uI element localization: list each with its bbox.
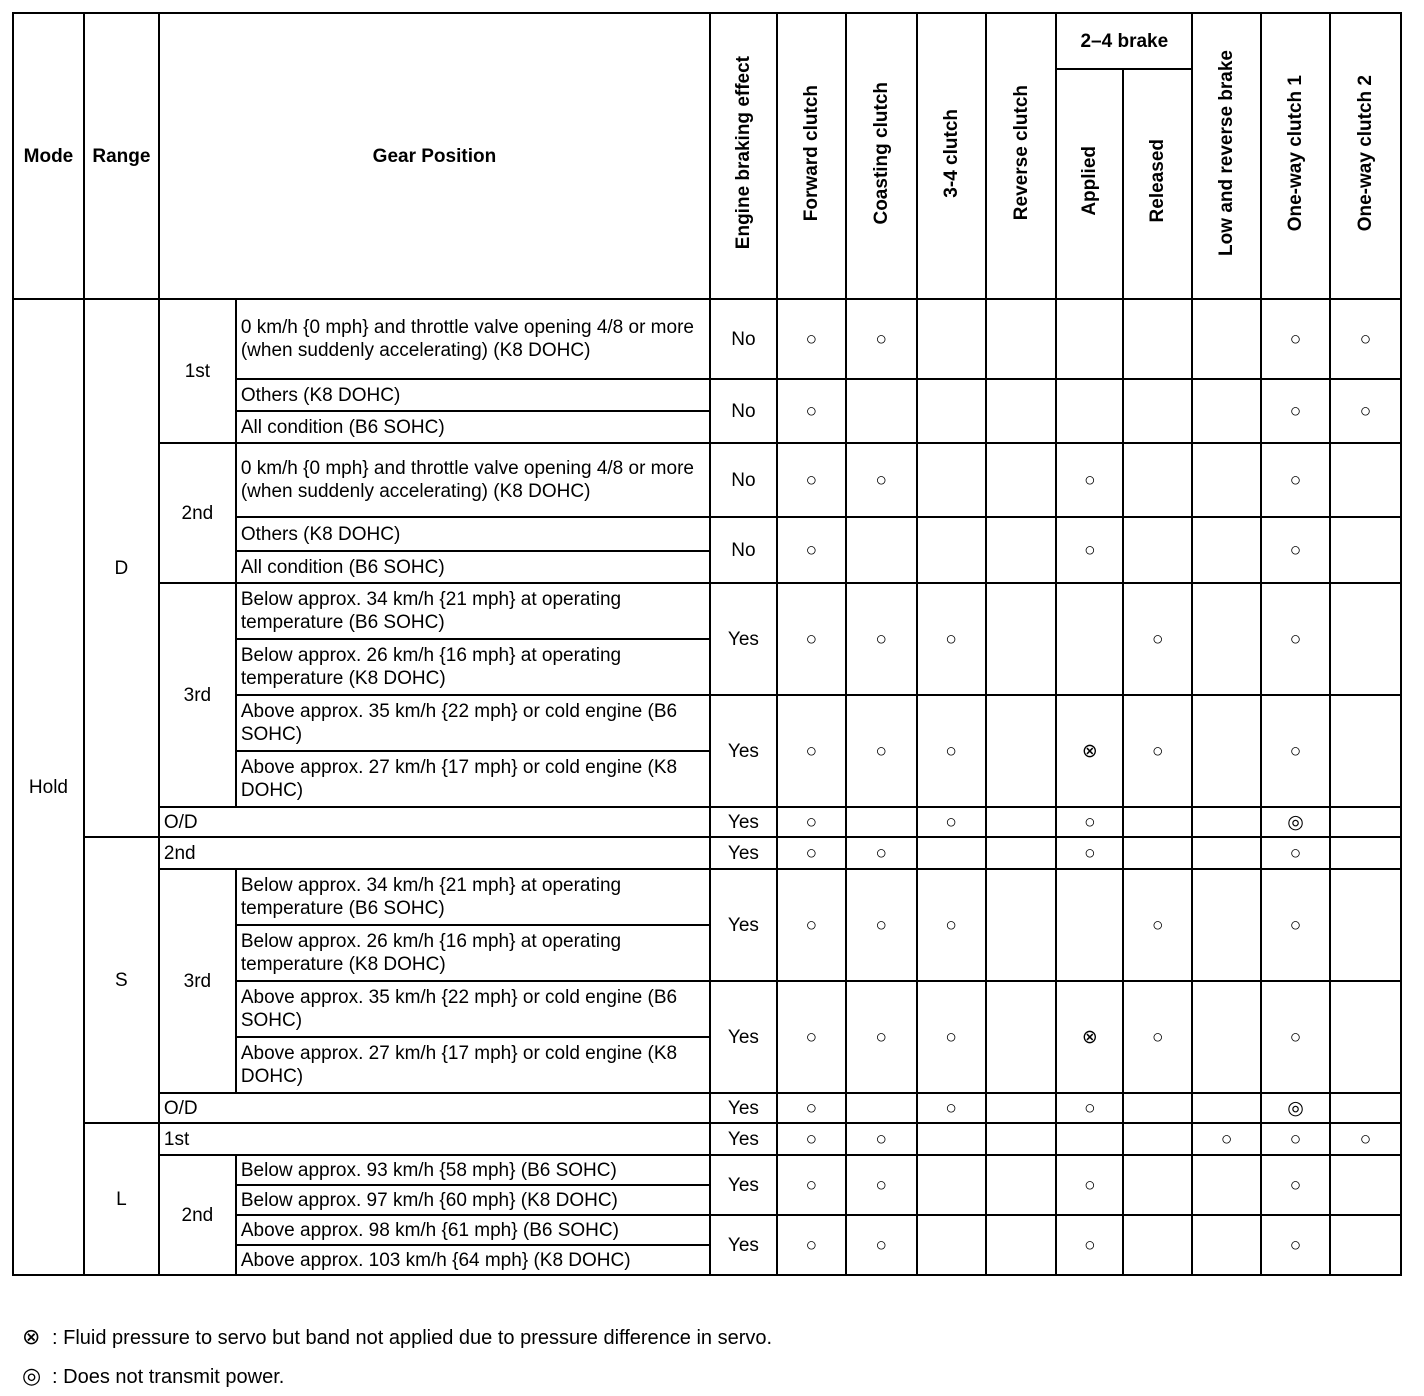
header-low-reverse-brake: Low and reverse brake [1192,13,1261,299]
table-row [13,1155,1401,1185]
operates-mark: ○ [917,807,986,837]
condition-d1-b: Others (K8 DOHC) [236,379,710,411]
operates-mark: ○ [777,1093,846,1123]
condition-s3-a: Below approx. 34 km/h {21 mph} at operating temperature (B6 SOHC) [236,869,710,925]
gear-s-2nd: 2nd [159,837,710,869]
operates-mark: ○ [777,299,846,379]
operates-mark: ○ [1123,583,1192,695]
operates-mark: ○ [1261,299,1330,379]
header-reverse-clutch: Reverse clutch [986,13,1057,299]
applied-not-mark: ⊗ [1056,981,1123,1093]
condition-d3-b: Below approx. 26 km/h {16 mph} at operating temperature (K8 DOHC) [236,639,710,695]
engine-braking-value: No [710,517,777,583]
operates-mark: ○ [846,695,917,807]
condition-s3-c: Above approx. 35 km/h {22 mph} or cold engine (B6 SOHC) [236,981,710,1037]
operates-mark: ○ [1056,1155,1123,1215]
operates-mark: ○ [1261,379,1330,443]
condition-d2-b: Others (K8 DOHC) [236,517,710,551]
operates-mark: ○ [1261,1123,1330,1155]
operates-mark: ○ [1123,695,1192,807]
operation-table [12,12,1402,1276]
operates-mark: ○ [1056,517,1123,583]
mode-hold: Hold [13,299,84,1275]
operates-mark: ○ [777,981,846,1093]
engine-braking-value: Yes [710,1123,777,1155]
gear-l-1st: 1st [159,1123,710,1155]
operates-mark: ○ [917,583,986,695]
table-row [13,443,1401,517]
operates-mark: ○ [1261,869,1330,981]
operates-mark: ○ [777,869,846,981]
header-forward-clutch: Forward clutch [777,13,846,299]
gear-d-2nd: 2nd [159,443,236,583]
operates-mark: ○ [1056,1215,1123,1275]
no-power-mark: ◎ [1261,807,1330,837]
legend-applied-not: ⊗ : Fluid pressure to servo but band not applied due to pressure difference in servo. [22,1318,772,1357]
condition-d2-a: 0 km/h {0 mph} and throttle valve opening 4/8 or more (when suddenly accelerating) (K8 DOHC) [236,443,710,517]
applied-not-mark: ⊗ [1056,695,1123,807]
operates-mark: ○ [846,443,917,517]
table-row [13,583,1401,639]
table-row [13,299,1401,379]
operates-mark: ○ [777,1123,846,1155]
engine-braking-value: Yes [710,583,777,695]
engine-braking-value: Yes [710,695,777,807]
operates-mark: ○ [1330,1123,1401,1155]
operates-mark: ○ [777,837,846,869]
operates-mark: ○ [777,583,846,695]
gear-d-3rd: 3rd [159,583,236,807]
operates-mark: ○ [1261,1215,1330,1275]
engine-braking-value: No [710,443,777,517]
condition-l2-c: Above approx. 98 km/h {61 mph} (B6 SOHC) [236,1215,710,1245]
gear-s-od: O/D [159,1093,710,1123]
range-l: L [84,1123,159,1275]
operates-mark: ○ [1261,981,1330,1093]
operates-mark: ○ [777,379,846,443]
table-row [13,869,1401,925]
header-mode: Mode [13,13,84,299]
engine-braking-value: No [710,299,777,379]
header-range: Range [84,13,159,299]
operates-mark: ○ [1192,1123,1261,1155]
operates-mark: ○ [777,443,846,517]
condition-l2-d: Above approx. 103 km/h {64 mph} (K8 DOHC) [236,1245,710,1275]
condition-d3-d: Above approx. 27 km/h {17 mph} or cold engine (K8 DOHC) [236,751,710,807]
operates-mark: ○ [1261,695,1330,807]
range-d: D [84,299,159,837]
table-row [13,807,1401,837]
condition-s3-b: Below approx. 26 km/h {16 mph} at operating temperature (K8 DOHC) [236,925,710,981]
no-power-mark: ◎ [1261,1093,1330,1123]
operates-mark: ○ [777,1215,846,1275]
header-coasting-clutch: Coasting clutch [846,13,917,299]
operates-mark: ○ [1056,443,1123,517]
operates-mark: ○ [1261,1155,1330,1215]
legend-applied-not-text: Fluid pressure to servo but band not applied due to pressure difference in servo. [63,1327,773,1349]
operates-mark: ○ [1056,837,1123,869]
operates-mark: ○ [1123,869,1192,981]
header-3-4-clutch: 3-4 clutch [917,13,986,299]
header-one-way-clutch-2: One-way clutch 2 [1330,13,1401,299]
condition-d3-c: Above approx. 35 km/h {22 mph} or cold engine (B6 SOHC) [236,695,710,751]
legend-no-power-text: Does not transmit power. [63,1366,285,1388]
operates-mark: ○ [1056,1093,1123,1123]
engine-braking-value: Yes [710,1215,777,1275]
engine-braking-value: No [710,379,777,443]
condition-d2-c: All condition (B6 SOHC) [236,551,710,583]
operates-mark: ○ [846,837,917,869]
gear-d-od: O/D [159,807,710,837]
operates-mark: ○ [777,695,846,807]
gear-d-1st: 1st [159,299,236,443]
operates-mark: ○ [777,517,846,583]
engine-braking-value: Yes [710,1155,777,1215]
operates-mark: ○ [777,807,846,837]
operates-mark: ○ [1261,443,1330,517]
engine-braking-value: Yes [710,837,777,869]
operates-mark: ○ [1330,299,1401,379]
condition-s3-d: Above approx. 27 km/h {17 mph} or cold engine (K8 DOHC) [236,1037,710,1093]
header-released: Released [1123,69,1192,299]
operates-mark: ○ [917,869,986,981]
header-one-way-clutch-1: One-way clutch 1 [1261,13,1330,299]
header-engine-braking: Engine braking effect [710,13,777,299]
operates-mark: ○ [846,583,917,695]
operates-mark: ○ [917,695,986,807]
operates-mark: ○ [846,869,917,981]
condition-d1-c: All condition (B6 SOHC) [236,411,710,443]
operates-mark: ○ [1261,517,1330,583]
operates-mark: ○ [846,981,917,1093]
condition-d1-a: 0 km/h {0 mph} and throttle valve opening 4/8 or more (when suddenly accelerating) (K8 DOHC) [236,299,710,379]
operation-table-sheet [12,12,1402,1276]
engine-braking-value: Yes [710,807,777,837]
operates-mark: ○ [1261,837,1330,869]
operates-mark: ○ [1056,807,1123,837]
legend [22,1318,772,1396]
table-row [13,1123,1401,1155]
header-2-4-brake: 2–4 brake [1056,13,1192,69]
engine-braking-value: Yes [710,869,777,981]
operates-mark: ○ [846,1155,917,1215]
operates-mark: ○ [1123,981,1192,1093]
operates-mark: ○ [1261,583,1330,695]
engine-braking-value: Yes [710,981,777,1093]
operates-mark: ○ [846,299,917,379]
table-row [13,1093,1401,1123]
operates-mark: ○ [777,1155,846,1215]
applied-not-symbol-icon: ⊗ [22,1324,41,1349]
engine-braking-value: Yes [710,1093,777,1123]
header-applied: Applied [1056,69,1123,299]
gear-l-2nd: 2nd [159,1155,236,1275]
condition-l2-b: Below approx. 97 km/h {60 mph} (K8 DOHC) [236,1185,710,1215]
operates-mark: ○ [846,1215,917,1275]
condition-d3-a: Below approx. 34 km/h {21 mph} at operating temperature (B6 SOHC) [236,583,710,639]
operates-mark: ○ [1330,379,1401,443]
no-power-symbol-icon: ◎ [22,1363,42,1388]
header-gear-position: Gear Position [159,13,710,299]
operates-mark: ○ [917,1093,986,1123]
legend-no-power: ◎ : Does not transmit power. [22,1357,772,1396]
gear-s-3rd: 3rd [159,869,236,1093]
range-s: S [84,837,159,1123]
operates-mark: ○ [846,1123,917,1155]
table-row [13,837,1401,869]
condition-l2-a: Below approx. 93 km/h {58 mph} (B6 SOHC) [236,1155,710,1185]
operates-mark: ○ [917,981,986,1093]
